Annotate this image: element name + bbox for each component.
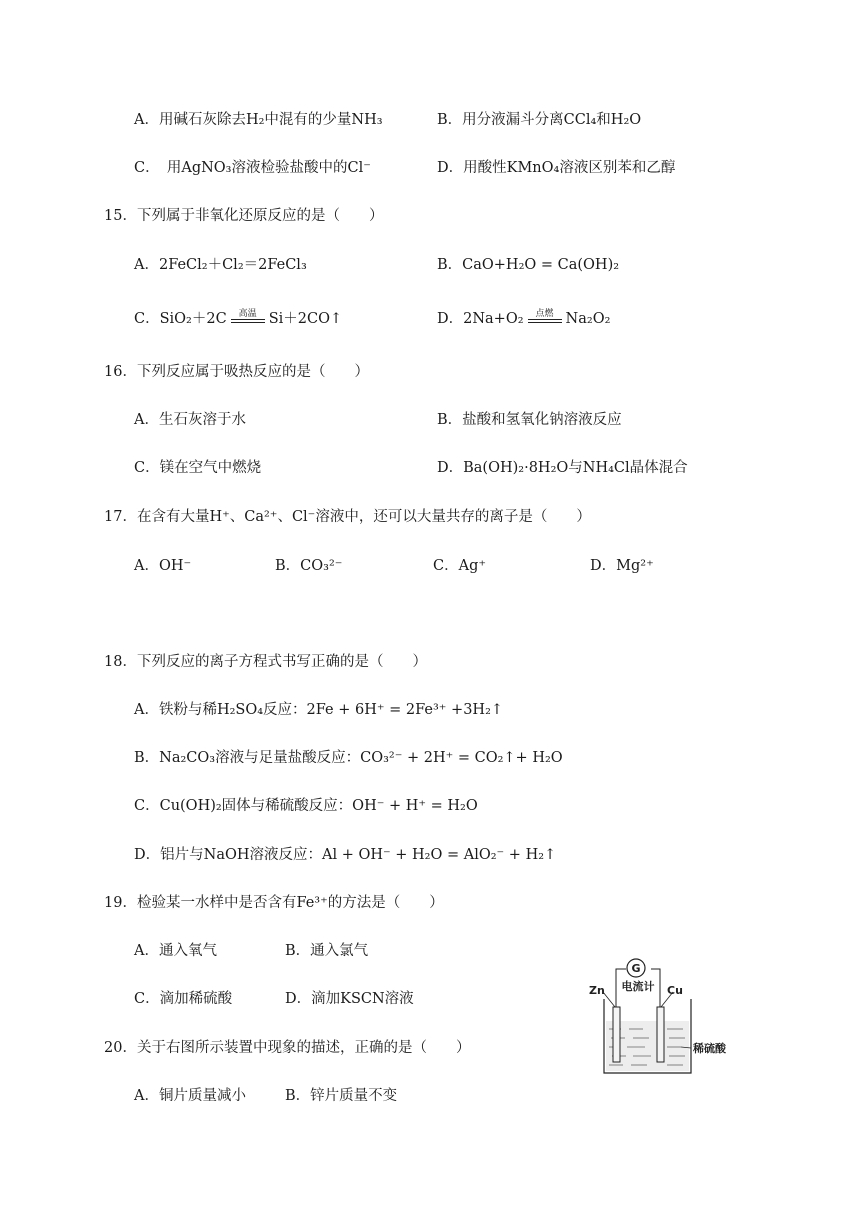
q15-option-b: B．CaO+H₂O = Ca(OH)₂ — [437, 257, 620, 273]
q17-option-b: B．CO₃²⁻ — [275, 558, 343, 574]
reaction-condition-label: 点燃 — [535, 309, 554, 319]
q18-option-b: B．Na₂CO₃溶液与足量盐酸反应：CO₃²⁻ + 2H⁺ = CO₂↑+ H₂O — [134, 750, 563, 766]
zinc-plate — [613, 1007, 620, 1062]
q16-option-a: A．生石灰溶于水 — [134, 412, 246, 428]
q19-option-b: B．通入氯气 — [285, 943, 369, 959]
q15-stem: 15．下列属于非氧化还原反应的是（ ） — [104, 208, 384, 224]
reaction-condition-sign — [231, 309, 265, 329]
q15-option-c-products: Si＋2CO↑ — [268, 311, 343, 327]
q19-stem: 19．检验某一水样中是否含有Fe³⁺的方法是（ ） — [104, 895, 444, 911]
q16-option-b: B．盐酸和氢氧化钠溶液反应 — [437, 412, 622, 428]
q20-stem: 20．关于右图所示装置中现象的描述，正确的是（ ） — [104, 1040, 471, 1056]
q20-option-a: A．铜片质量减小 — [134, 1088, 246, 1104]
q14-option-a: A．用碱石灰除去H₂中混有的少量NH₃ — [134, 112, 383, 128]
q18-option-c: C．Cu(OH)₂固体与稀硫酸反应：OH⁻ + H⁺ = H₂O — [134, 798, 478, 814]
q16-option-c: C．镁在空气中燃烧 — [134, 460, 262, 476]
q18-option-d: D．铝片与NaOH溶液反应：Al + OH⁻ + H₂O = AlO₂⁻ + H₂↑ — [134, 847, 557, 863]
q17-option-a: A．OH⁻ — [134, 558, 192, 574]
q14-option-d: D．用酸性KMnO₄溶液区别苯和乙醇 — [437, 160, 676, 176]
q15-option-a: A．2FeCl₂＋Cl₂＝2FeCl₃ — [134, 257, 307, 273]
q14-option-b: B．用分液漏斗分离CCl₄和H₂O — [437, 112, 642, 128]
q18-option-a: A．铁粉与稀H₂SO₄反应：2Fe + 6H⁺ = 2Fe³⁺ +3H₂↑ — [134, 702, 504, 718]
q15-option-d — [437, 309, 610, 329]
solution-label: 稀硫酸 — [693, 1042, 726, 1055]
cu-electrode-label: Cu — [667, 984, 683, 997]
q16-stem: 16．下列反应属于吸热反应的是（ ） — [104, 364, 369, 380]
reaction-condition-label: 高温 — [238, 309, 257, 319]
q20-option-b: B．锌片质量不变 — [285, 1088, 398, 1104]
galvanometer-label: G — [631, 962, 641, 975]
q14-option-c: C． 用AgNO₃溶液检验盐酸中的Cl⁻ — [134, 160, 371, 176]
q17-option-d: D．Mg²⁺ — [590, 558, 654, 574]
q15-option-d-reactants: D．2Na+O₂ — [437, 311, 524, 327]
q15-option-d-products: Na₂O₂ — [565, 311, 611, 327]
zn-electrode-label: Zn — [589, 984, 605, 997]
q17-stem: 17．在含有大量H⁺、Ca²⁺、Cl⁻溶液中，还可以大量共存的离子是（ ） — [104, 509, 591, 525]
q15-option-c-reactants: C．SiO₂＋2C — [134, 311, 227, 327]
reaction-condition-sign — [528, 309, 562, 329]
q17-option-c: C．Ag⁺ — [433, 558, 487, 574]
q19-option-c: C．滴加稀硫酸 — [134, 991, 233, 1007]
meter-label: 电流计 — [621, 980, 655, 993]
q18-stem: 18．下列反应的离子方程式书写正确的是（ ） — [104, 654, 427, 670]
q19-option-d: D．滴加KSCN溶液 — [285, 991, 414, 1007]
galvanic-cell-figure — [585, 955, 735, 1080]
q15-option-c — [134, 309, 342, 329]
q16-option-d: D．Ba(OH)₂·8H₂O与NH₄Cl晶体混合 — [437, 460, 688, 476]
copper-plate — [657, 1007, 664, 1062]
q19-option-a: A．通入氧气 — [134, 943, 217, 959]
